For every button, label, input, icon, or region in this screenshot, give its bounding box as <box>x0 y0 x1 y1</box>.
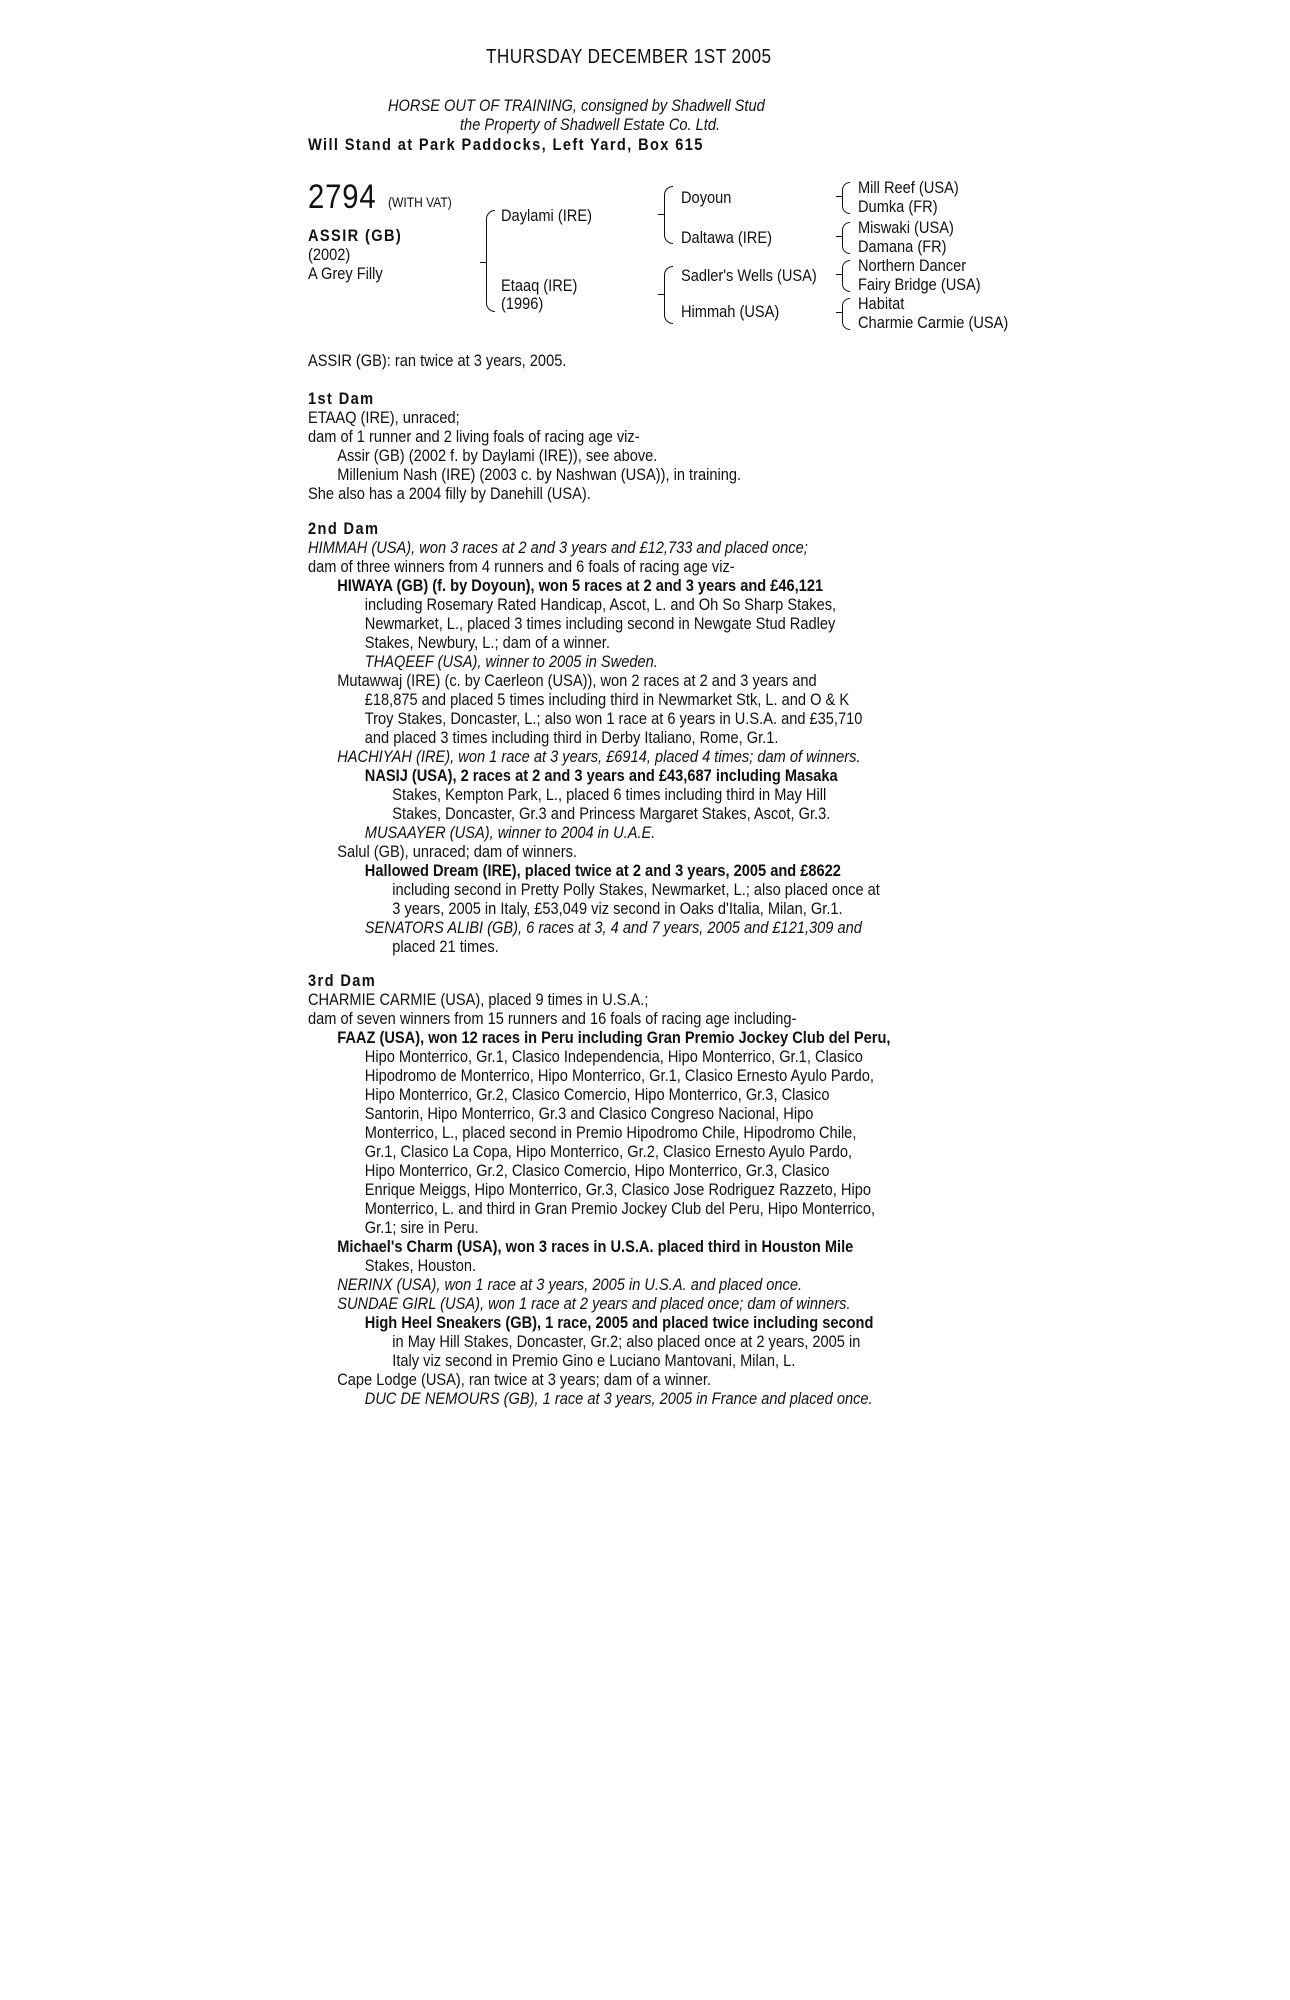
pedigree-dam: Etaaq (IRE) <box>501 276 578 295</box>
lot-number: 2794 <box>308 178 377 216</box>
dam-line: dam of seven winners from 15 runners and 16 foals of racing age including- <box>308 1009 797 1028</box>
produce-line: and placed 3 times including third in Derby Italiano, Rome, Gr.1. <box>364 728 779 747</box>
pedigree-brace-tip <box>836 196 843 197</box>
second-dam-section <box>308 519 1048 956</box>
produce-line: Enrique Meiggs, Hipo Monterrico, Gr.3, Clasico Jose Rodriguez Razzeto, Hipo <box>364 1180 872 1199</box>
produce-line: including Rosemary Rated Handicap, Ascot, L. and Oh So Sharp Stakes, <box>364 595 837 614</box>
pedigree-sire: Daylami (IRE) <box>501 206 592 225</box>
horse-name: ASSIR (GB) <box>308 226 403 245</box>
section-heading: 3rd Dam <box>308 971 377 990</box>
produce-line: placed 21 times. <box>392 937 499 956</box>
produce-line: Gr.1; sire in Peru. <box>364 1218 479 1237</box>
pedigree-sire-sire: Doyoun <box>681 188 732 207</box>
produce-line: MUSAAYER (USA), winner to 2004 in U.A.E. <box>364 823 656 842</box>
produce-line: Monterrico, L. and third in Gran Premio Jockey Club del Peru, Hipo Monterrico, <box>364 1199 876 1218</box>
produce-line: High Heel Sneakers (GB), 1 race, 2005 and placed twice including second <box>364 1313 874 1332</box>
pedigree-dss: Northern Dancer <box>858 256 967 275</box>
section-heading: 2nd Dam <box>308 519 380 538</box>
produce-line: Italy viz second in Premio Gino e Luciano Mantovani, Milan, L. <box>392 1351 796 1370</box>
sale-date: THURSDAY DECEMBER 1ST 2005 <box>486 46 772 68</box>
pedigree-brace-tip <box>836 274 843 275</box>
produce-line: Assir (GB) (2002 f. by Daylami (IRE)), see above. <box>337 446 658 465</box>
produce-line: Cape Lodge (USA), ran twice at 3 years; dam of a winner. <box>337 1370 712 1389</box>
produce-line: DUC DE NEMOURS (GB), 1 race at 3 years, 2005 in France and placed once. <box>364 1389 873 1408</box>
produce-line: Mutawwaj (IRE) (c. by Caerleon (USA)), won 2 races at 2 and 3 years and <box>337 671 817 690</box>
produce-line: Monterrico, L., placed second in Premio Hipodromo Chile, Hipodromo Chile, <box>364 1123 857 1142</box>
property-line: the Property of Shadwell Estate Co. Ltd. <box>460 115 721 134</box>
pedigree-ddd: Charmie Carmie (USA) <box>858 313 1009 332</box>
dam-line: ETAAQ (IRE), unraced; <box>308 408 460 427</box>
produce-line: £18,875 and placed 5 times including third in Newmarket Stk, L. and O & K <box>364 690 850 709</box>
produce-line: SENATORS ALIBI (GB), 6 races at 3, 4 and 7 years, 2005 and £121,309 and <box>364 918 862 937</box>
race-summary: ASSIR (GB): ran twice at 3 years, 2005. <box>308 351 567 370</box>
produce-line: including second in Pretty Polly Stakes, Newmarket, L.; also placed once at <box>392 880 880 899</box>
produce-line: Stakes, Kempton Park, L., placed 6 times including third in May Hill <box>392 785 827 804</box>
produce-line: in May Hill Stakes, Doncaster, Gr.2; also placed once at 2 years, 2005 in <box>392 1332 861 1351</box>
pedigree-brace <box>486 210 495 312</box>
pedigree-brace <box>842 222 850 254</box>
foaling-year: (2002) <box>308 245 351 264</box>
produce-line: Millenium Nash (IRE) (2003 c. by Nashwan (USA)), in training. <box>337 465 742 484</box>
third-dam-section <box>308 971 1048 1408</box>
produce-line: Michael's Charm (USA), won 3 races in U.S.A. placed third in Houston Mile <box>337 1237 854 1256</box>
pedigree-dsd: Fairy Bridge (USA) <box>858 275 981 294</box>
produce-line: Hipo Monterrico, Gr.1, Clasico Independencia, Hipo Monterrico, Gr.1, Clasico <box>364 1047 863 1066</box>
dam-line: dam of 1 runner and 2 living foals of racing age viz- <box>308 427 640 446</box>
pedigree-brace <box>842 298 850 330</box>
dam-line: She also has a 2004 filly by Danehill (USA). <box>308 484 591 503</box>
pedigree-brace <box>664 186 673 244</box>
pedigree-brace <box>842 182 850 214</box>
pedigree-dam-year: (1996) <box>501 294 544 313</box>
produce-line: Salul (GB), unraced; dam of winners. <box>337 842 577 861</box>
produce-line: NASIJ (USA), 2 races at 2 and 3 years and £43,687 including Masaka <box>364 766 838 785</box>
produce-line: NERINX (USA), won 1 race at 3 years, 2005 in U.S.A. and placed once. <box>337 1275 803 1294</box>
pedigree-brace <box>842 260 850 292</box>
produce-line: SUNDAE GIRL (USA), won 1 race at 2 years and placed once; dam of winners. <box>337 1294 851 1313</box>
produce-line: HACHIYAH (IRE), won 1 race at 3 years, £6914, placed 4 times; dam of winners. <box>337 747 861 766</box>
dam-line: CHARMIE CARMIE (USA), placed 9 times in U.S.A.; <box>308 990 649 1009</box>
pedigree-dam-dam: Himmah (USA) <box>681 302 780 321</box>
produce-line: Gr.1, Clasico La Copa, Hipo Monterrico, Gr.2, Clasico Ernesto Ayulo Pardo, <box>364 1142 853 1161</box>
pedigree-sss: Mill Reef (USA) <box>858 178 959 197</box>
produce-line: 3 years, 2005 in Italy, £53,049 viz second in Oaks d'Italia, Milan, Gr.1. <box>392 899 843 918</box>
produce-line: Troy Stakes, Doncaster, L.; also won 1 race at 6 years in U.S.A. and £35,710 <box>364 709 863 728</box>
pedigree-dam-sire: Sadler's Wells (USA) <box>681 266 817 285</box>
horse-description: A Grey Filly <box>308 264 383 283</box>
pedigree-brace-tip <box>836 236 843 237</box>
first-dam-section <box>308 389 1048 503</box>
produce-line: Santorin, Hipo Monterrico, Gr.3 and Clasico Congreso Nacional, Hipo <box>364 1104 814 1123</box>
dam-line: dam of three winners from 4 runners and 6 foals of racing age viz- <box>308 557 735 576</box>
pedigree-sdd: Damana (FR) <box>858 237 947 256</box>
vat-label: (WITH VAT) <box>388 194 452 210</box>
pedigree-sire-dam: Daltawa (IRE) <box>681 228 772 247</box>
produce-line: FAAZ (USA), won 12 races in Peru including Gran Premio Jockey Club del Peru, <box>337 1028 891 1047</box>
produce-line: Stakes, Doncaster, Gr.3 and Princess Margaret Stakes, Ascot, Gr.3. <box>392 804 831 823</box>
pedigree-brace-tip <box>836 312 843 313</box>
produce-line: Hallowed Dream (IRE), placed twice at 2 and 3 years, 2005 and £8622 <box>364 861 841 880</box>
consignment-line: HORSE OUT OF TRAINING, consigned by Shadwell Stud <box>388 96 765 115</box>
stand-location: Will Stand at Park Paddocks, Left Yard, Box 615 <box>308 135 704 154</box>
pedigree-brace-tip <box>480 262 487 263</box>
produce-line: THAQEEF (USA), winner to 2005 in Sweden. <box>364 652 658 671</box>
pedigree-ssd: Dumka (FR) <box>858 197 938 216</box>
produce-line: Stakes, Houston. <box>364 1256 477 1275</box>
pedigree-brace-tip <box>658 214 665 215</box>
pedigree-brace-tip <box>658 294 665 295</box>
pedigree-sds: Miswaki (USA) <box>858 218 954 237</box>
produce-line: Hipo Monterrico, Gr.2, Clasico Comercio, Hipo Monterrico, Gr.3, Clasico <box>364 1085 830 1104</box>
produce-line: Hipodromo de Monterrico, Hipo Monterrico, Gr.1, Clasico Ernesto Ayulo Pardo, <box>364 1066 874 1085</box>
section-heading: 1st Dam <box>308 389 375 408</box>
pedigree-brace <box>664 266 673 324</box>
dam-line: HIMMAH (USA), won 3 races at 2 and 3 years and £12,733 and placed once; <box>308 538 808 557</box>
pedigree-dds: Habitat <box>858 294 905 313</box>
produce-line: Stakes, Newbury, L.; dam of a winner. <box>364 633 610 652</box>
produce-line: Hipo Monterrico, Gr.2, Clasico Comercio, Hipo Monterrico, Gr.3, Clasico <box>364 1161 830 1180</box>
produce-line: HIWAYA (GB) (f. by Doyoun), won 5 races at 2 and 3 years and £46,121 <box>337 576 824 595</box>
produce-line: Newmarket, L., placed 3 times including second in Newgate Stud Radley <box>364 614 836 633</box>
